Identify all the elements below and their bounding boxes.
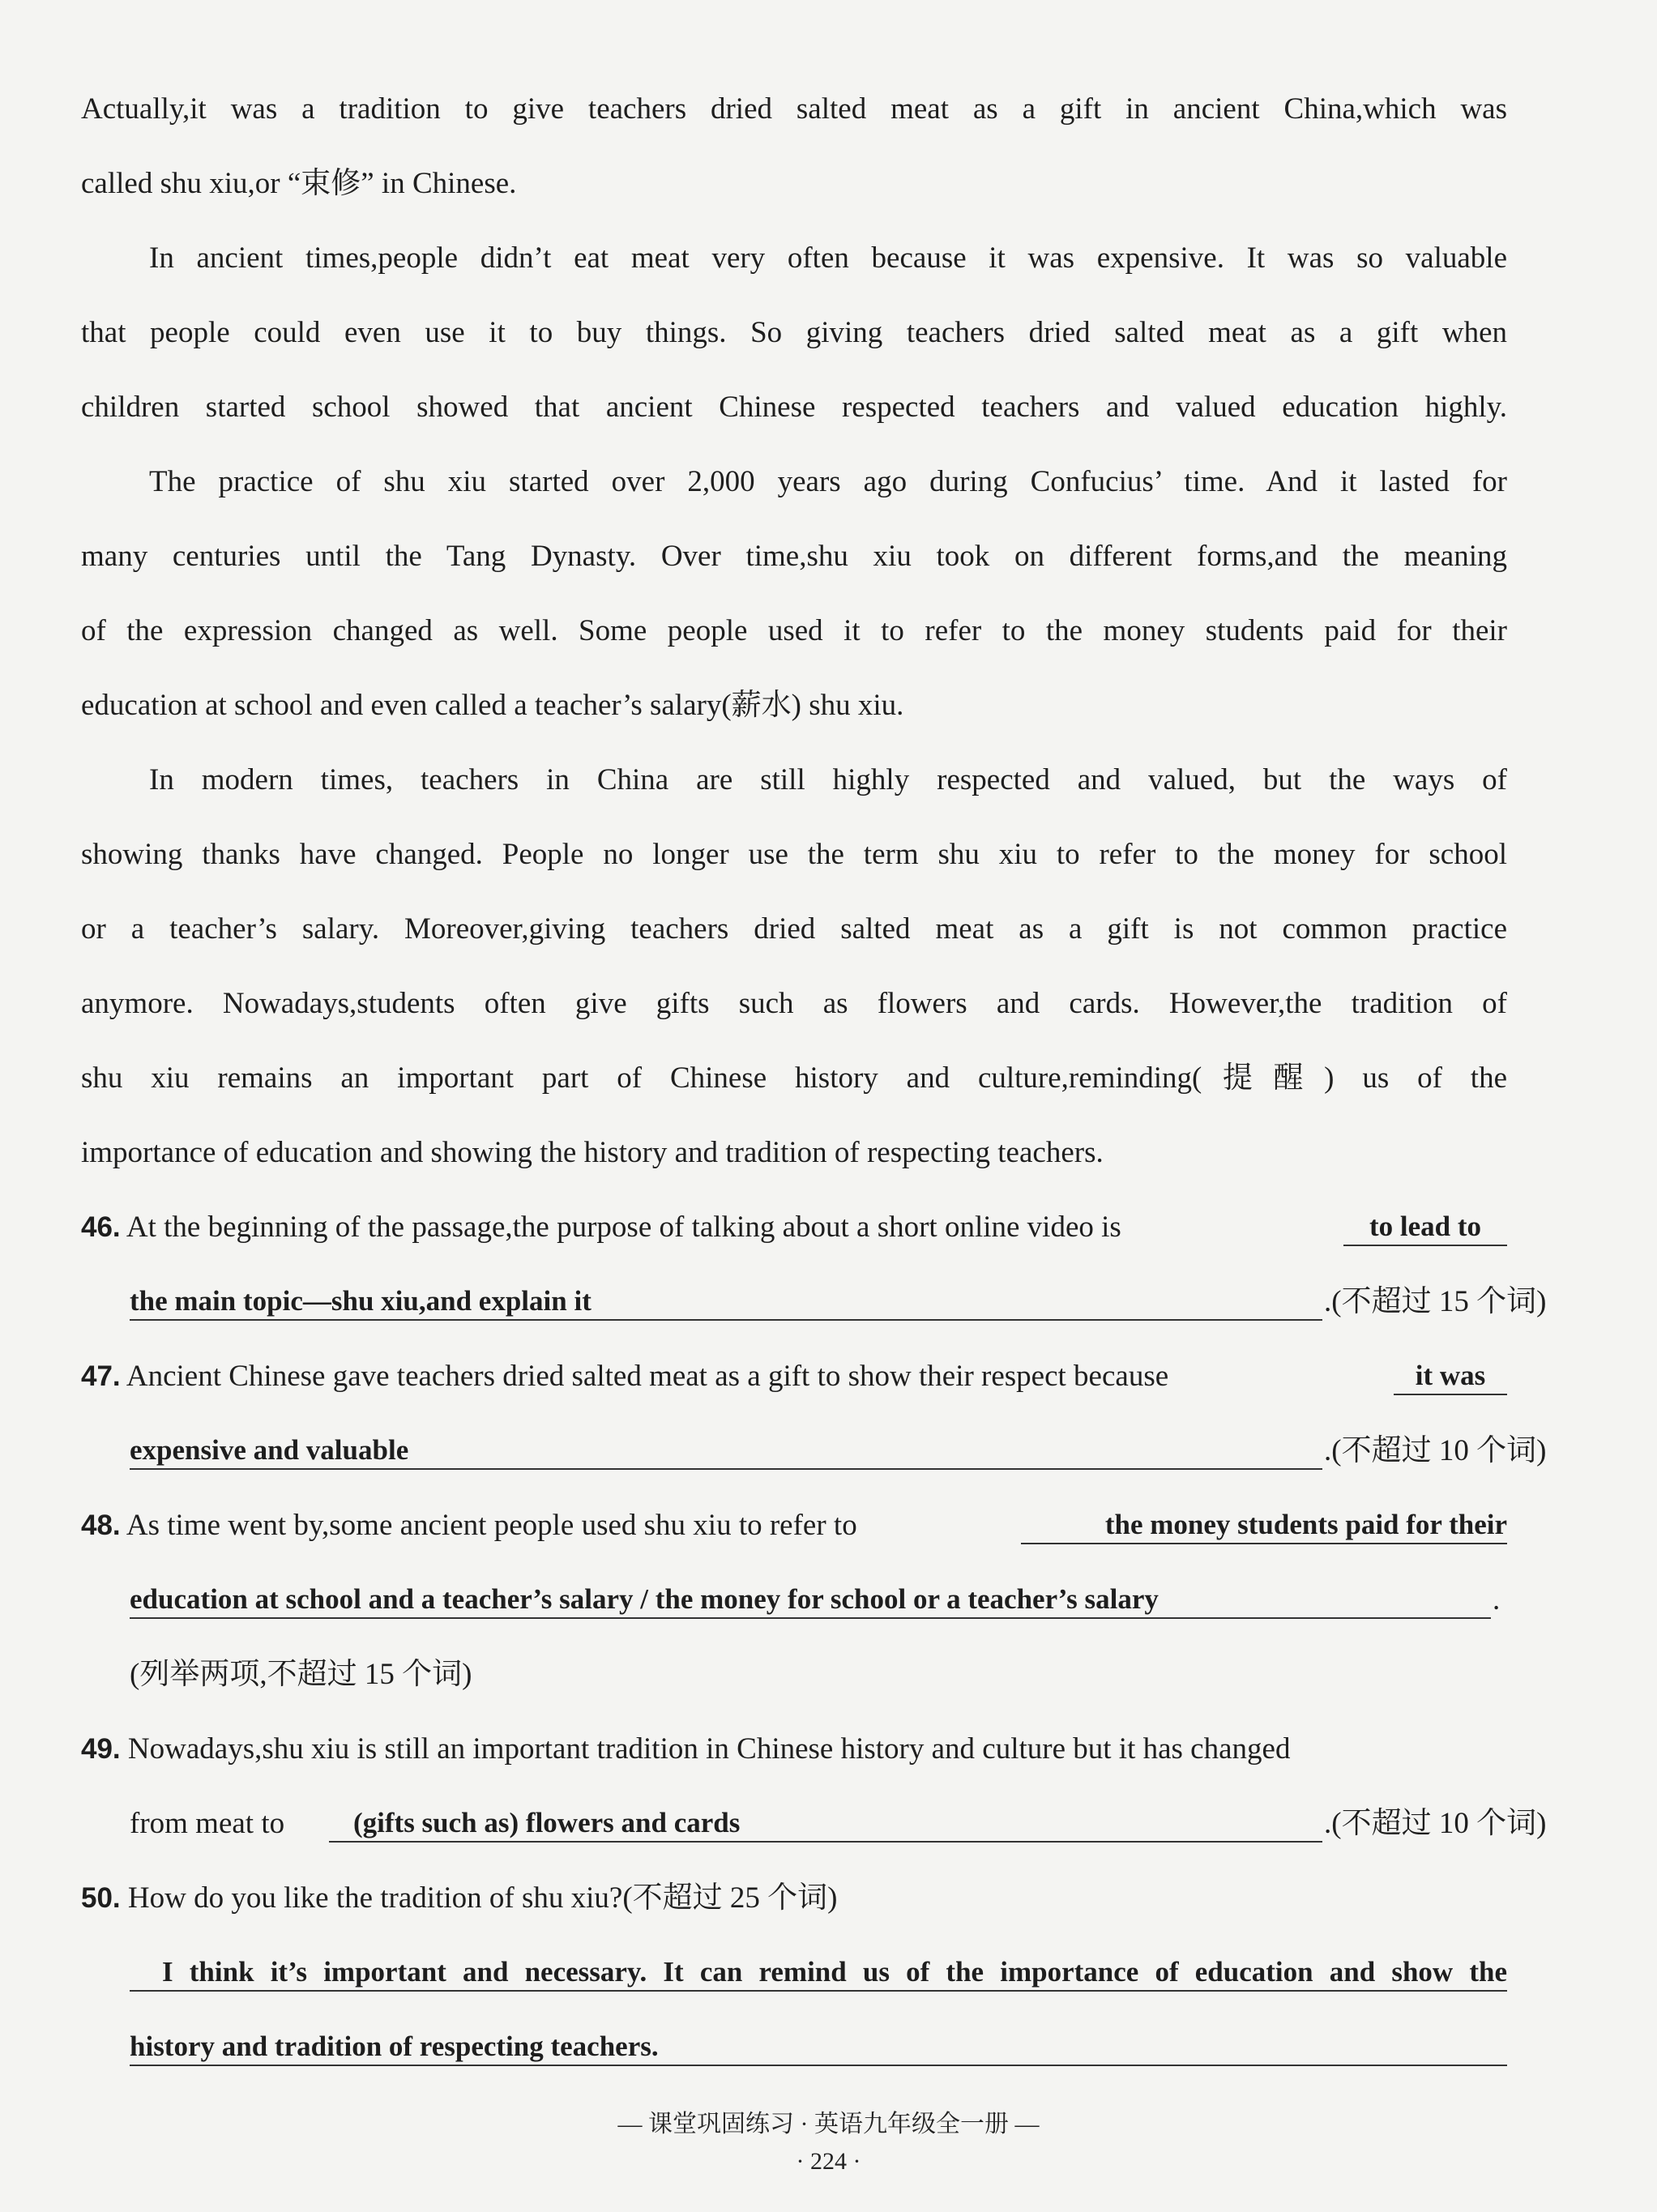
answer-blank[interactable]: I think it’s important and necessary. It can remind us of the importance of education and show the [130,1954,1507,1992]
passage-line: The practice of shu xiu started over 2,000 years ago during Confucius’ time. And it lasted for [149,465,1507,498]
passage-line: children started school showed that ancient Chinese respected teachers and valued education highly. [81,391,1507,424]
question-text: Ancient Chinese gave teachers dried salted meat as a gift to show their respect because [126,1360,1169,1393]
passage-line: importance of education and showing the history and tradition of respecting teachers. [81,1136,1104,1169]
question-47 [81,1358,1507,1395]
page-number: · 224 · [796,2148,861,2175]
passage-line: or a teacher’s salary. Moreover,giving teachers dried salted meat as a gift is not common practice [81,912,1507,946]
question-49 [81,1731,1507,1768]
passage-line: Actually,it was a tradition to give teachers dried salted meat as a gift in ancient China,which was [81,92,1507,126]
question-50 [81,1880,1507,1917]
question-text: As time went by,some ancient people used shu xiu to refer to [126,1509,857,1542]
passage-line: many centuries until the Tang Dynasty. Over time,shu xiu took on different forms,and the meaning [81,540,1507,573]
passage-line: called shu xiu,or “束修” in Chinese. [81,167,517,200]
answer-blank[interactable]: (gifts such as) flowers and cards [329,1805,1322,1843]
passage-line: of the expression changed as well. Some people used it to refer to the money students paid for their [81,614,1507,647]
word-limit-note: .(不超过 10 个词) [1324,1807,1547,1840]
question-note: (列举两项,不超过 15 个词) [130,1658,472,1691]
answer-blank[interactable]: the main topic—shu xiu,and explain it [130,1283,1322,1321]
word-limit-note: .(不超过 10 个词) [1324,1434,1547,1467]
passage-line: In modern times, teachers in China are still highly respected and valued, but the ways of [149,763,1507,796]
passage-line: education at school and even called a teacher’s salary(薪水) shu xiu. [81,689,904,722]
answer-blank[interactable]: to lead to [1343,1209,1507,1246]
sentence-end: . [1493,1583,1501,1616]
question-number: 50. [81,1882,121,1914]
question-number: 46. [81,1211,121,1243]
passage-line: that people could even use it to buy things. So giving teachers dried salted meat as a gift when [81,316,1507,349]
answer-blank[interactable]: expensive and valuable [130,1433,1322,1470]
passage-line: In ancient times,people didn’t eat meat very often because it was expensive. It was so valuable [149,241,1507,275]
question-46 [81,1209,1507,1246]
question-text: How do you like the tradition of shu xiu?(不超过 25 个词) [127,1881,838,1915]
question-number: 49. [81,1733,121,1765]
answer-blank[interactable]: education at school and a teacher’s salary / the money for school or a teacher’s salary [130,1582,1491,1619]
question-number: 47. [81,1360,121,1392]
question-text: Nowadays,shu xiu is still an important tradition in Chinese history and culture but it has changed [127,1732,1291,1766]
book-title-footer: — 课堂巩固练习 · 英语九年级全一册 — [617,2111,1040,2137]
passage-line: showing thanks have changed. People no longer use the term shu xiu to refer to the money for school [81,838,1507,871]
answer-blank[interactable]: the money students paid for their [1021,1507,1507,1544]
question-text: At the beginning of the passage,the purpose of talking about a short online video is [126,1211,1121,1244]
passage-line: shu xiu remains an important part of Chinese history and culture,reminding(提醒) us of the [81,1061,1507,1095]
answer-blank[interactable]: it was [1394,1358,1507,1395]
word-limit-note: .(不超过 15 个词) [1324,1285,1547,1318]
question-number: 48. [81,1510,121,1541]
passage-line: anymore. Nowadays,students often give gifts such as flowers and cards. However,the tradition of [81,987,1507,1020]
answer-blank[interactable]: history and tradition of respecting teachers. [130,2029,1507,2066]
question-text: from meat to [130,1807,285,1840]
